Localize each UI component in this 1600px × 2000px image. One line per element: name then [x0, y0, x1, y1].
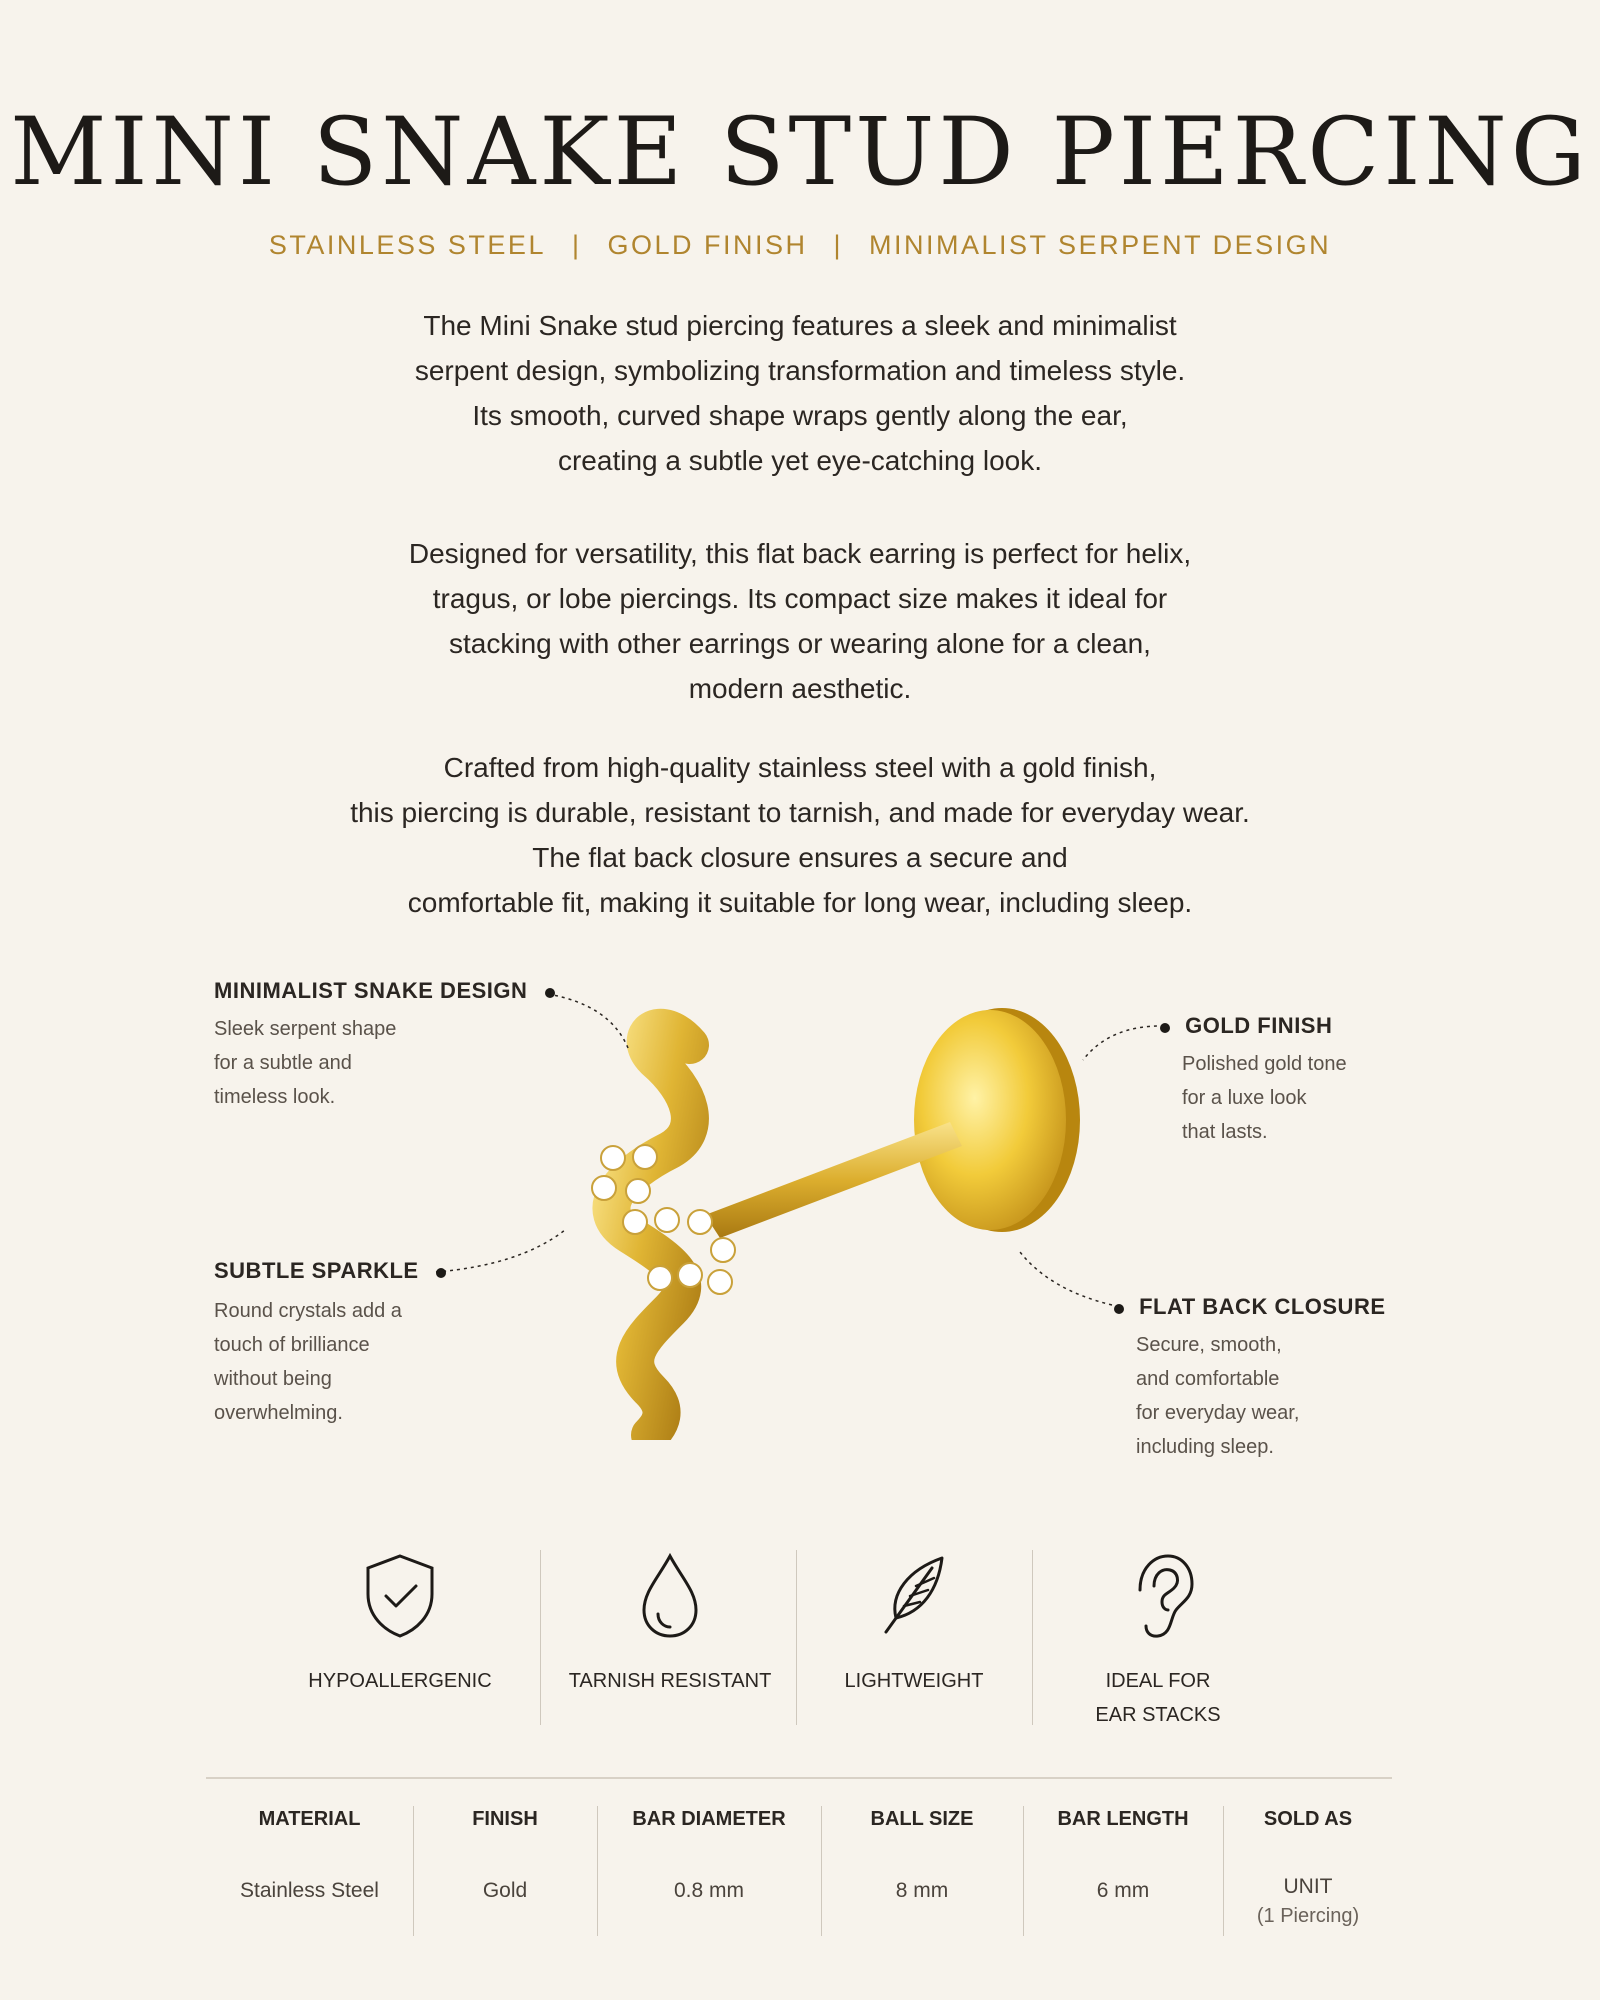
benefit-label: IDEAL FOR — [1105, 1670, 1211, 1692]
spec-label: SOLD AS — [1263, 1808, 1353, 1830]
feature-subtle-sparkle — [214, 1258, 446, 1430]
page-title: MINI SNAKE STUD PIERCING — [10, 98, 1590, 207]
feature-desc-line: for a luxe look — [1182, 1087, 1307, 1109]
feature-snake-design — [214, 978, 555, 1114]
feature-desc-line: timeless look. — [214, 1086, 336, 1108]
benefit-hypoallergenic — [280, 1550, 520, 1698]
feature-desc-line: Sleek serpent shape — [214, 1018, 397, 1040]
description-line: Crafted from high-quality stainless steel with a gold finish, — [443, 752, 1157, 783]
subtitle-separator: | — [833, 230, 844, 260]
description-line: stacking with other earrings or wearing alone for a clean, — [449, 628, 1151, 659]
callout-dot — [1160, 1023, 1170, 1033]
spec-bar-length — [1023, 1808, 1223, 1903]
benefit-label: HYPOALLERGENIC — [308, 1670, 492, 1692]
feature-desc-line: Secure, smooth, — [1136, 1334, 1282, 1356]
feature-desc-line: including sleep. — [1136, 1436, 1274, 1458]
benefit-lightweight — [806, 1550, 1022, 1698]
description-line: The Mini Snake stud piercing features a sleek and minimalist — [423, 310, 1177, 341]
feature-desc-line: Round crystals add a — [214, 1300, 402, 1322]
feature-flat-back-closure — [1114, 1294, 1386, 1464]
shield-check-icon — [360, 1550, 440, 1640]
feature-title: FLAT BACK CLOSURE — [1139, 1294, 1386, 1319]
spec-material — [206, 1808, 413, 1903]
feature-desc-line: overwhelming. — [214, 1402, 343, 1424]
benefit-label: TARNISH RESISTANT — [568, 1670, 772, 1692]
divider — [540, 1550, 541, 1725]
spec-value: UNIT — [1283, 1875, 1333, 1898]
spec-value: 0.8 mm — [673, 1879, 744, 1902]
description-line: tragus, or lobe piercings. Its compact size makes it ideal for — [432, 583, 1168, 614]
spec-bar-diameter — [597, 1808, 821, 1903]
feature-desc-line: without being — [214, 1368, 332, 1390]
feature-desc-line: for everyday wear, — [1136, 1402, 1300, 1424]
spec-finish — [413, 1808, 597, 1903]
description-line: serpent design, symbolizing transformation and timeless style. — [414, 355, 1186, 386]
description-line: creating a subtle yet eye-catching look. — [557, 445, 1043, 476]
callout-dot — [1114, 1304, 1124, 1314]
subtitle-material: STAINLESS STEEL — [268, 230, 546, 260]
benefit-label: EAR STACKS — [1095, 1704, 1221, 1726]
feature-gold-finish — [1160, 1013, 1347, 1149]
benefit-label: LIGHTWEIGHT — [844, 1670, 984, 1692]
feature-desc-line: that lasts. — [1182, 1121, 1268, 1143]
spec-value: Stainless Steel — [240, 1879, 379, 1902]
callout-dot — [545, 988, 555, 998]
feature-desc-line: Polished gold tone — [1182, 1053, 1347, 1075]
spec-label: BAR LENGTH — [1057, 1808, 1189, 1830]
flat-back-disc — [914, 1008, 1080, 1232]
piercing-bar — [705, 1122, 962, 1238]
description-line: The flat back closure ensures a secure and — [532, 842, 1068, 873]
spec-label: FINISH — [472, 1808, 538, 1830]
feature-desc-line: for a subtle and — [214, 1052, 352, 1074]
description-line: comfortable fit, making it suitable for long wear, including sleep. — [407, 887, 1193, 918]
spec-label: BAR DIAMETER — [632, 1808, 786, 1830]
feature-title: SUBTLE SPARKLE — [214, 1258, 419, 1283]
spec-label: BALL SIZE — [870, 1808, 974, 1830]
benefit-tarnish-resistant — [552, 1550, 788, 1698]
description-line: Designed for versatility, this flat back earring is perfect for helix, — [408, 538, 1192, 569]
description-line: modern aesthetic. — [688, 673, 912, 704]
description-paragraph-3 — [0, 745, 1600, 925]
divider — [1032, 1550, 1033, 1725]
description-paragraph-1 — [0, 303, 1600, 483]
divider — [796, 1550, 797, 1725]
spec-value: 8 mm — [895, 1879, 949, 1902]
description-line: Its smooth, curved shape wraps gently along the ear, — [472, 400, 1128, 431]
feature-desc-line: touch of brilliance — [214, 1334, 370, 1356]
spec-ball-size — [821, 1808, 1023, 1903]
spec-table-top-rule — [206, 1777, 1392, 1779]
spec-sold-as — [1223, 1808, 1393, 1928]
feature-desc-line: and comfortable — [1136, 1368, 1280, 1390]
ear-icon — [1118, 1550, 1198, 1640]
subtitle-separator: | — [571, 230, 582, 260]
spec-value-note: (1 Piercing) — [1256, 1905, 1360, 1927]
subtitle-finish: GOLD FINISH — [607, 230, 808, 260]
spec-value: 6 mm — [1096, 1879, 1150, 1902]
feature-title: GOLD FINISH — [1185, 1013, 1333, 1038]
callout-dot — [436, 1268, 446, 1278]
benefit-ear-stacks — [1040, 1550, 1276, 1732]
snake-charm — [592, 1028, 735, 1435]
spec-label: MATERIAL — [258, 1808, 361, 1830]
feature-title: MINIMALIST SNAKE DESIGN — [214, 978, 528, 1003]
feather-icon — [874, 1550, 954, 1640]
description-paragraph-2 — [0, 531, 1600, 711]
subtitle-design: MINIMALIST SERPENT DESIGN — [869, 230, 1332, 260]
water-drop-icon — [630, 1550, 710, 1640]
spec-value: Gold — [482, 1879, 528, 1902]
subtitle — [0, 230, 1600, 261]
description-line: this piercing is durable, resistant to tarnish, and made for everyday wear. — [350, 797, 1250, 828]
